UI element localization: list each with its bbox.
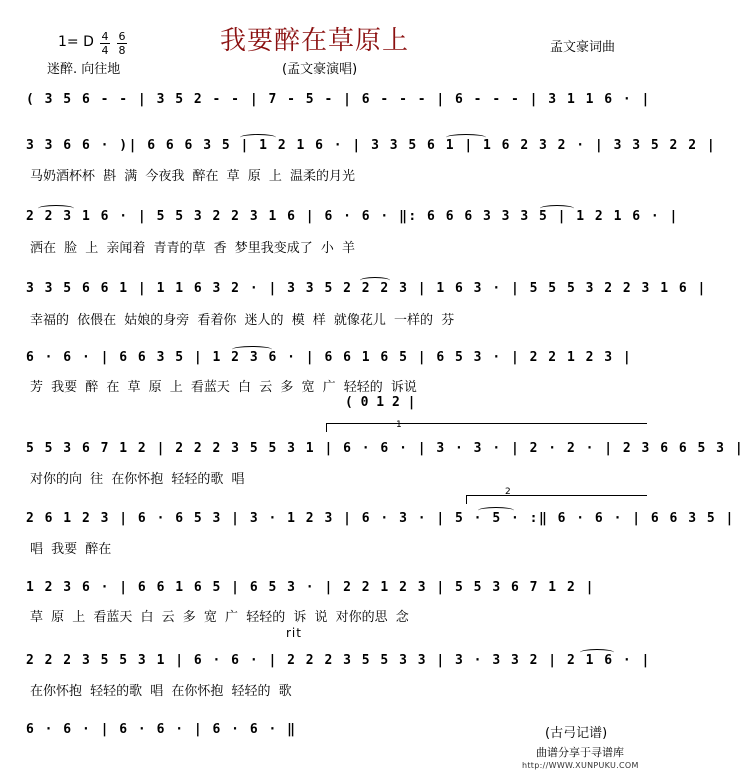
slur-mark [38, 205, 74, 212]
time-sig-1-numerator: 4 [101, 30, 109, 43]
volta-1-label: 1 [396, 420, 402, 430]
song-title: 我要醉在草原上 [220, 26, 410, 56]
lyrics-line-9: 在你怀抱 轻轻的歌 唱 在你怀抱 轻轻的 歌 [30, 684, 292, 699]
second-intro: ( 0 1 2 | [345, 395, 416, 410]
lyrics-line-6: 对你的向 往 在你怀抱 轻轻的歌 唱 [30, 472, 245, 487]
notation-line-8: 1 2 3 6 · | 6 6 1 6 5 | 6 5 3 · | 2 2 1 2 3 | 5 5 3 6 7 1 2 | [26, 580, 595, 595]
slur-mark [240, 134, 276, 141]
lyrics-line-3: 洒在 脸 上 亲闻着 青青的草 香 梦里我变成了 小 羊 [30, 241, 356, 256]
slur-mark [446, 134, 486, 141]
notation-line-6: 5 5 3 6 7 1 2 | 2 2 2 3 5 5 3 1 | 6 · 6 · | 3 · 3 · | 2 · 2 · | 2 3 6 6 5 3 | [26, 441, 744, 456]
lyrics-line-8: 草 原 上 看蓝天 白 云 多 宽 广 轻轻的 诉 说 对你的思 念 [30, 610, 409, 625]
lyrics-line-5: 芳 我要 醉 在 草 原 上 看蓝天 白 云 多 宽 广 轻轻的 诉说 [30, 380, 417, 395]
key-signature: 1= D [58, 34, 94, 50]
slur-mark [478, 507, 514, 514]
source-url[interactable]: http://WWW.XUNPUKU.COM [522, 761, 639, 770]
notation-line-10: 6 · 6 · | 6 · 6 · | 6 · 6 · ‖ [26, 722, 297, 737]
transcriber-credit: (古弓记谱) [545, 726, 608, 741]
lyrics-line-7: 唱 我要 醉在 [30, 542, 112, 557]
source-label: 曲谱分享于寻谱库 [536, 746, 624, 759]
tempo-mood: 迷醉. 向往地 [47, 62, 121, 77]
notation-line-1: ( 3 5 6 - - | 3 5 2 - - | 7 - 5 - | 6 - - - | 6 - - - | 3 1 1 6 · | [26, 92, 651, 107]
notation-line-4: 3 3 5 6 6 1 | 1 1 6 3 2 · | 3 3 5 2 2 2 3 | 1 6 3 · | 5 5 5 3 2 2 3 1 6 | [26, 281, 707, 296]
notation-line-7: 2 6 1 2 3 | 6 · 6 5 3 | 3 · 1 2 3 | 6 · 3 · | 5 · 5 · :‖ 6 · 6 · | 6 6 3 5 | [26, 511, 735, 526]
volta-2-label: 2 [505, 487, 511, 497]
lyrics-line-2: 马奶酒杯杯 斟 满 今夜我 醉在 草 原 上 温柔的月光 [30, 169, 356, 184]
time-sig-1-denominator: 4 [101, 44, 109, 57]
volta-1-bracket [326, 423, 647, 432]
slur-mark [540, 205, 574, 212]
time-signature-6-8 [117, 31, 127, 56]
slur-mark [232, 346, 272, 353]
ritardando-mark: rit [286, 626, 302, 640]
time-sig-2-denominator: 8 [118, 44, 126, 57]
notation-line-3: 2 2 3 1 6 · | 5 5 3 2 2 3 1 6 | 6 · 6 · ‖: 6 6 6 3 3 3 5 | 1 2 1 6 · | [26, 209, 679, 224]
notation-line-5: 6 · 6 · | 6 6 3 5 | 1 2 3 6 · | 6 6 1 6 5 | 6 5 3 · | 2 2 1 2 3 | [26, 350, 633, 365]
slur-mark [360, 277, 390, 284]
time-sig-2-numerator: 6 [118, 30, 126, 43]
volta-2-bracket [466, 495, 647, 504]
performer: (孟文豪演唱) [282, 62, 358, 77]
notation-line-9: 2 2 2 3 5 5 3 1 | 6 · 6 · | 2 2 2 3 5 5 3 3 | 3 · 3 3 2 | 2 1 6 · | [26, 653, 651, 668]
notation-line-2: 3 3 6 6 · )| 6 6 6 3 5 | 1 2 1 6 · | 3 3 5 6 1 | 1 6 2 3 2 · | 3 3 5 2 2 | [26, 138, 717, 153]
time-signature-4-4 [100, 31, 110, 56]
lyrics-line-4: 幸福的 依偎在 姑娘的身旁 看着你 迷人的 模 样 就像花儿 一样的 芬 [30, 313, 455, 328]
composer-credit: 孟文豪词曲 [550, 40, 616, 55]
slur-mark [580, 649, 614, 656]
